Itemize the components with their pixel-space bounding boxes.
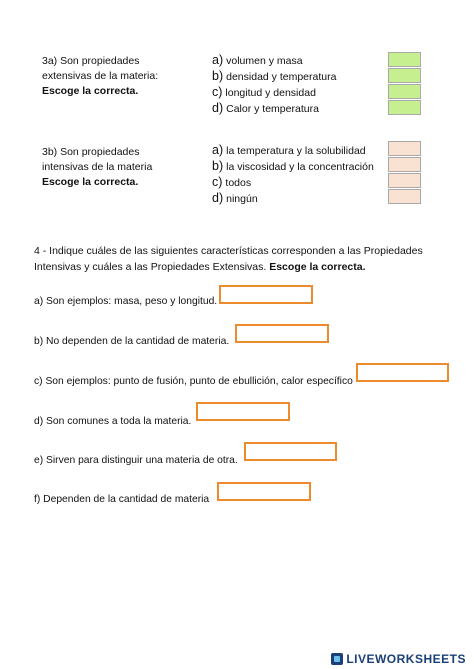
question-3a-option-d: d) Calor y temperatura [212, 101, 319, 115]
question-4-intro-text: 4 - Indique cuáles de las siguientes características corresponden a las Propiedades Intensivas y cuáles a las Propiedades Extensivas. [34, 245, 423, 273]
liveworksheets-brand-text: LIVEWORKSHEETS [346, 652, 466, 666]
question-4-instruction: Escoge la correcta. [269, 261, 366, 273]
liveworksheets-icon [331, 653, 343, 665]
question-3b-line1: 3b) Son propiedades [42, 146, 140, 158]
answer-checkbox-3a-b[interactable] [388, 68, 421, 83]
answer-dropdown-4e[interactable] [244, 442, 337, 461]
answer-dropdown-4c[interactable] [356, 363, 449, 382]
answer-checkbox-3b-a[interactable] [388, 141, 421, 156]
question-4-item-d: d) Son comunes a toda la materia. [34, 416, 192, 427]
question-3a-line1: 3a) Son propiedades [42, 55, 140, 67]
answer-dropdown-4a[interactable] [219, 285, 313, 304]
question-3b-option-a: a) la temperatura y la solubilidad [212, 143, 366, 157]
question-3a-option-a: a) volumen y masa [212, 53, 303, 67]
question-4-item-e: e) Sirven para distinguir una materia de otra. [34, 455, 238, 466]
answer-checkbox-3a-d[interactable] [388, 100, 421, 115]
question-3b-option-d: d) ningún [212, 191, 258, 205]
answer-checkbox-3b-c[interactable] [388, 173, 421, 188]
question-4-item-b: b) No dependen de la cantidad de materia. [34, 336, 230, 347]
question-3a-instruction: Escoge la correcta. [42, 85, 139, 97]
answer-checkbox-3b-b[interactable] [388, 157, 421, 172]
answer-checkbox-3b-d[interactable] [388, 189, 421, 204]
question-3a-line2: extensivas de la materia: [42, 70, 159, 82]
question-3b-instruction: Escoge la correcta. [42, 176, 139, 188]
question-4-intro [34, 243, 454, 275]
answer-checkbox-3a-c[interactable] [388, 84, 421, 99]
answer-checkbox-3a-a[interactable] [388, 52, 421, 67]
question-3a-option-c: c) longitud y densidad [212, 85, 316, 99]
liveworksheets-logo [331, 652, 466, 666]
answer-dropdown-4d[interactable] [196, 402, 290, 421]
question-3a-prompt [42, 54, 158, 99]
answer-dropdown-4b[interactable] [235, 324, 329, 343]
question-4-item-c: c) Son ejemplos: punto de fusión, punto de ebullición, calor específico [34, 376, 353, 387]
question-3b-line2: intensivas de la materia [42, 161, 153, 173]
answer-dropdown-4f[interactable] [217, 482, 311, 501]
question-3b-option-c: c) todos [212, 175, 252, 189]
question-3b-prompt [42, 145, 152, 190]
question-4-item-f: f) Dependen de la cantidad de materia [34, 494, 210, 505]
question-4-item-a: a) Son ejemplos: masa, peso y longitud. [34, 296, 218, 307]
question-3b-option-b: b) la viscosidad y la concentración [212, 159, 374, 173]
question-3a-option-b: b) densidad y temperatura [212, 69, 337, 83]
